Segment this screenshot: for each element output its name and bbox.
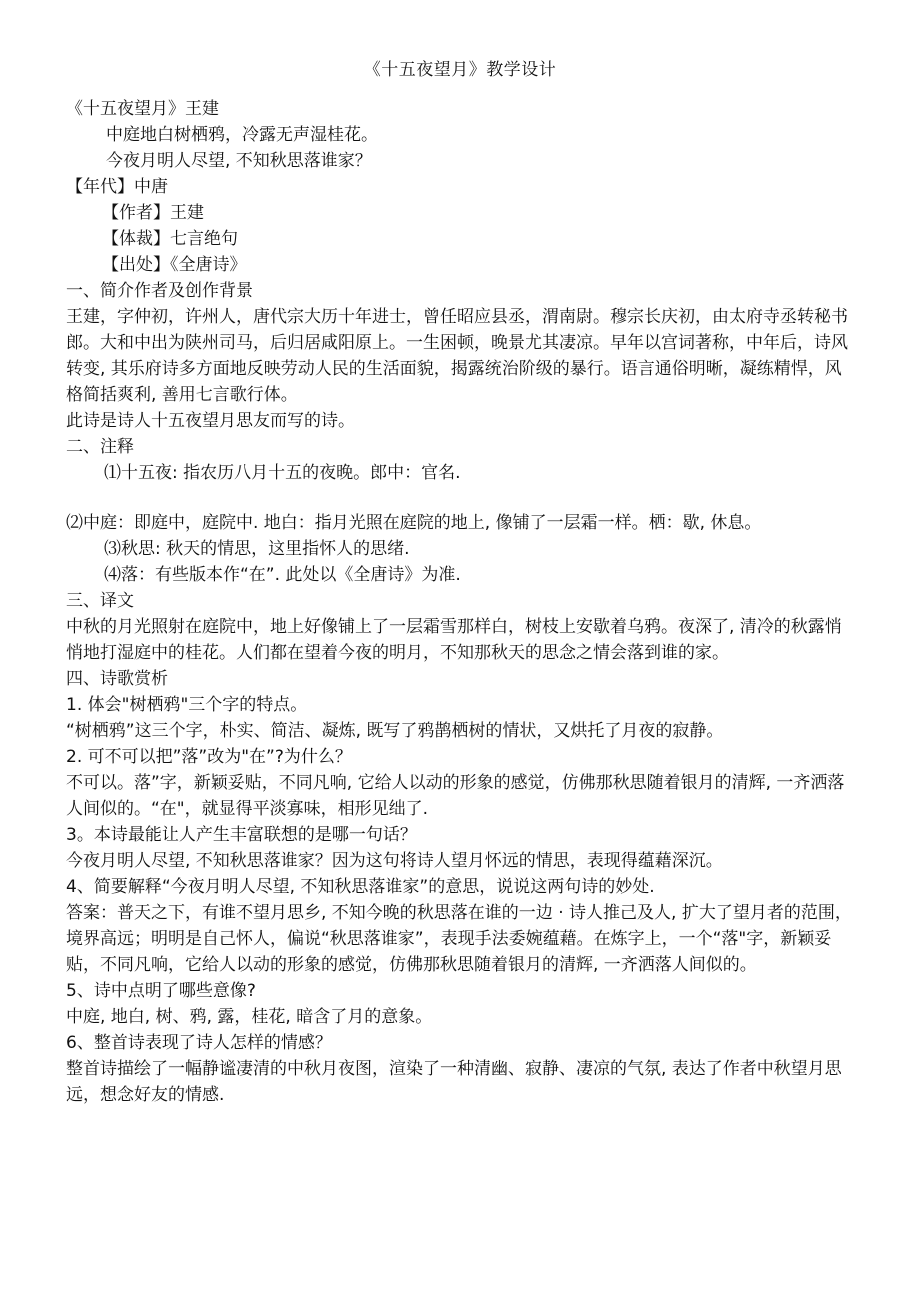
question-6: 6、整首诗表现了诗人怎样的情感？ xyxy=(66,1033,332,1053)
answer-5: 中庭, 地白, 树、鸦, 露，桂花, 暗含了月的意象。 xyxy=(66,1007,433,1027)
section2-heading: 二、注释 xyxy=(66,437,134,457)
answer-3: 今夜月明人尽望, 不知秋思落谁家？因为这句将诗人望月怀远的情思，表现得蕴藉深沉。 xyxy=(66,851,723,871)
section3-paragraph: 中秋的月光照射在庭院中，地上好像铺上了一层霜雪那样白，树枝上安歇着乌鸦。夜深了, 清冷的秋露悄悄地打湿庭中的桂花。人们都在望着今夜的明月，不知那秋天的思念之情会落到谁的家。 xyxy=(66,617,842,663)
note-3: ⑶秋思: 秋天的情思，这里指怀人的思绪. xyxy=(104,539,410,559)
question-5: 5、诗中点明了哪些意像? xyxy=(66,981,256,1001)
blank-line xyxy=(66,486,856,510)
section1-paragraph: 王建，字仲初，许州人，唐代宗大历十年进士，曾任昭应县丞，渭南尉。穆宗长庆初，由太府寺丞转秘书郎。大和中出为陕州司马，后归居咸阳原上。一生困顿，晚景尤其凄凉。早年以宫词著称，中年后，诗风转变, 其乐府诗多方面地反映劳动人民的生活面貌，揭露统治阶级的暴行。语言通俗明晰，凝练精悍，风格简括爽利, 善用七言歌行体。 xyxy=(66,307,848,405)
info-genre: 【体裁】七言绝句 xyxy=(102,229,238,249)
poem-line-2: 今夜月明人尽望, 不知秋思落谁家？ xyxy=(106,151,372,171)
question-3: 3。本诗最能让人产生丰富联想的是哪一句话？ xyxy=(66,825,417,845)
poem-heading: 《十五夜望月》王建 xyxy=(66,99,219,119)
question-4: 4、简要解释“今夜月明人尽望, 不知秋思落谁家”的意思，说说这两句诗的妙处. xyxy=(66,877,655,897)
info-author: 【作者】王建 xyxy=(102,203,204,223)
document-title: 《十五夜望月》教学设计 xyxy=(363,60,557,80)
section1-heading: 一、简介作者及创作背景 xyxy=(66,281,253,301)
question-1: 1. 体会"树栖鸦"三个字的特点。 xyxy=(66,695,308,715)
section1-line: 此诗是诗人十五夜望月思友而写的诗。 xyxy=(66,411,355,431)
answer-4: 答案：普天之下，有谁不望月思乡, 不知今晚的秋思落在谁的一边 · 诗人推己及人, 扩大了望月者的范围，境界高远；明明是自己怀人，偏说“秋思落谁家”，表现手法委婉蕴藉。在炼字上，一个“落"字，新颖妥贴，不同凡响，它给人以动的形象的感觉，仿佛那秋思随着银月的清辉, 一齐洒落人间似的。 xyxy=(66,903,852,975)
document-body xyxy=(66,96,856,1108)
info-era: 【年代】中唐 xyxy=(66,177,168,197)
info-source: 【出处】《全唐诗》 xyxy=(102,255,247,275)
answer-2: 不可以。落”字，新颖妥贴，不同凡响, 它给人以动的形象的感觉，仿佛那秋思随着银月的清辉, 一齐洒落人间似的。“在"，就显得平淡寡味，相形见绌了. xyxy=(66,773,845,819)
note-2: ⑵中庭：即庭中，庭院中. 地白：指月光照在庭院的地上, 像铺了一层霜一样。栖：歇, 休息。 xyxy=(66,513,762,533)
section3-heading: 三、译文 xyxy=(66,591,134,611)
poem-line-1: 中庭地白树栖鸦，冷露无声湿桂花。 xyxy=(106,125,378,145)
question-2: 2. 可不可以把”落”改为"在”?为什么？ xyxy=(66,747,352,767)
section4-heading: 四、诗歌赏析 xyxy=(66,669,168,689)
note-4: ⑷落：有些版本作“在”. 此处以《全唐诗》为准. xyxy=(104,565,461,585)
answer-6: 整首诗描绘了一幅静谧凄清的中秋月夜图，渲染了一种清幽、寂静、凄凉的气氛, 表达了作者中秋望月思远，想念好友的情感. xyxy=(66,1059,842,1105)
answer-1: “树栖鸦”这三个字，朴实、简洁、凝炼, 既写了鸦鹊栖树的情状，又烘托了月夜的寂静。 xyxy=(66,721,724,741)
note-1: ⑴十五夜: 指农历八月十五的夜晚。郎中：官名. xyxy=(104,463,461,483)
